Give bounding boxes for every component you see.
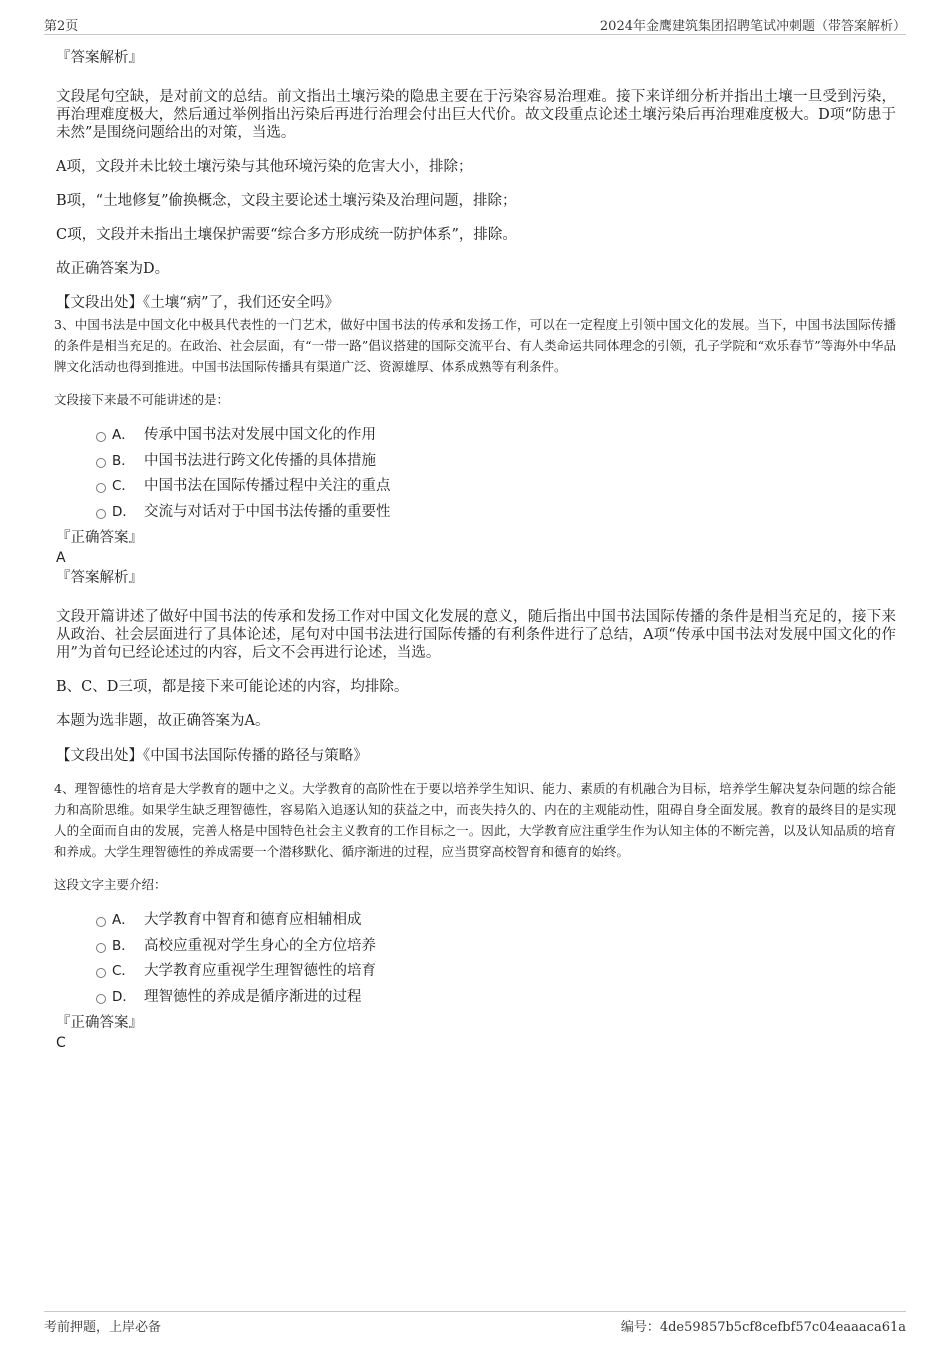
q4-prompt: 这段文字主要介绍：: [54, 877, 167, 892]
q4-option-d[interactable]: D． 理智德性的养成是循序渐进的过程: [56, 987, 896, 1013]
page-header: [44, 14, 906, 35]
footer-code: 编号：4de59857b5cf8cefbf57c04eaaaca61a: [620, 1320, 906, 1335]
radio-icon[interactable]: [96, 943, 106, 953]
q4-answer: C: [56, 1035, 66, 1051]
q2-analysis-para-1: 文段尾句空缺，是对前文的总结。前文指出土壤污染的隐患主要在于污染容易治理难。接下来详细分析并指出土壤一旦受到污染，再治理难度极大，然后通过举例指出污染后再进行治理会付出巨大代价。故文段重点论述土壤污染后再治理难度极大。D项“防患于未然”是围绕问题给出的对策，当选。: [56, 89, 896, 141]
q3-analysis-label: 『答案解析』: [56, 570, 143, 586]
radio-icon[interactable]: [96, 917, 106, 927]
q4-option-b[interactable]: B． 高校应重视对学生身心的全方位培养: [56, 936, 896, 962]
q3-answer-label: 『正确答案』: [56, 530, 143, 546]
q3-option-c[interactable]: C． 中国书法在国际传播过程中关注的重点: [56, 476, 896, 502]
q4-option-a[interactable]: A． 大学教育中智育和德育应相辅相成: [56, 910, 896, 936]
q3-source: 【文段出处】《中国书法国际传播的路径与策略》: [56, 748, 368, 764]
q2-source: 【文段出处】《土壤“病”了，我们还安全吗》: [56, 295, 340, 311]
q2-analysis-para-3: B项，“土地修复”偷换概念，文段主要论述土壤污染及治理问题，排除；: [56, 193, 517, 209]
page-number: 第2页: [44, 19, 79, 34]
radio-icon[interactable]: [96, 458, 106, 468]
q3-options: [56, 425, 896, 527]
q2-analysis-para-5: 故正确答案为D。: [56, 261, 170, 277]
q3-prompt: 文段接下来最不可能讲述的是：: [54, 392, 230, 407]
document-title: 2024年金鹰建筑集团招聘笔试冲刺题（带答案解析）: [599, 19, 906, 34]
footer-slogan: 考前押题，上岸必备: [44, 1320, 162, 1335]
q3-analysis-para-2: B、C、D三项，都是接下来可能论述的内容，均排除。: [56, 679, 409, 695]
q4-options: [56, 910, 896, 1012]
q3-text: 3、中国书法是中国文化中极具代表性的一门艺术，做好中国书法的传承和发扬工作，可以在一定程度上引领中国文化的发展。当下，中国书法国际传播的条件是相当充足的。在政治、社会层面，有“一带一路”倡议搭建的国际交流平台、有人类命运共同体理念的引领，孔子学院和“欢乐春节”等海外中华品牌文化活动也得到推进。中国书法国际传播具有渠道广泛、资源雄厚、体系成熟等有利条件。: [54, 317, 896, 374]
q3-answer: A: [56, 550, 66, 566]
radio-icon[interactable]: [96, 994, 106, 1004]
q2-analysis-para-2: A项，文段并未比较土壤污染与其他环境污染的危害大小，排除；: [56, 159, 473, 175]
q2-analysis-para-4: C项，文段并未指出土壤保护需要“综合多方形成统一防护体系”，排除。: [56, 227, 517, 243]
radio-icon[interactable]: [96, 432, 106, 442]
q4-text: 4、理智德性的培育是大学教育的题中之义。大学教育的高阶性在于要以培养学生知识、能力、素质的有机融合为目标，培养学生解决复杂问题的综合能力和高阶思维。如果学生缺乏理智德性，容易陷入追逐认知的获益之中，而丧失持久的、内在的主观能动性，阻碍自身全面发展。教育的最终目的是实现人的全面而自由的发展，完善人格是中国特色社会主义教育的工作目标之一。因此，大学教育应注重学生作为认知主体的不断完善，以及认知品质的培育和养成。大学生理智德性的养成需要一个潜移默化、循序渐进的过程，应当贯穿高校智育和德育的始终。: [54, 781, 896, 859]
radio-icon[interactable]: [96, 968, 106, 978]
q3-option-a[interactable]: A． 传承中国书法对发展中国文化的作用: [56, 425, 896, 451]
q4-answer-label: 『正确答案』: [56, 1015, 143, 1031]
q3-option-d[interactable]: D． 交流与对话对于中国书法传播的重要性: [56, 502, 896, 528]
page-content: [56, 42, 896, 1053]
q2-analysis-label: 『答案解析』: [56, 50, 143, 66]
q3-analysis-para-3: 本题为选非题，故正确答案为A。: [56, 713, 270, 729]
q3-analysis-para-1: 文段开篇讲述了做好中国书法的传承和发扬工作对中国文化发展的意义，随后指出中国书法国际传播的条件是相当充足的，接下来从政治、社会层面进行了具体论述，尾句对中国书法进行国际传播的有利条件进行了总结，A项“传承中国书法对发展中国文化的作用”为首句已经论述过的内容，后文不会再进行论述，当选。: [56, 609, 896, 661]
page-footer: [44, 1311, 906, 1336]
q3-option-b[interactable]: B． 中国书法进行跨文化传播的具体措施: [56, 451, 896, 477]
q4-option-c[interactable]: C． 大学教育应重视学生理智德性的培育: [56, 961, 896, 987]
radio-icon[interactable]: [96, 483, 106, 493]
radio-icon[interactable]: [96, 509, 106, 519]
